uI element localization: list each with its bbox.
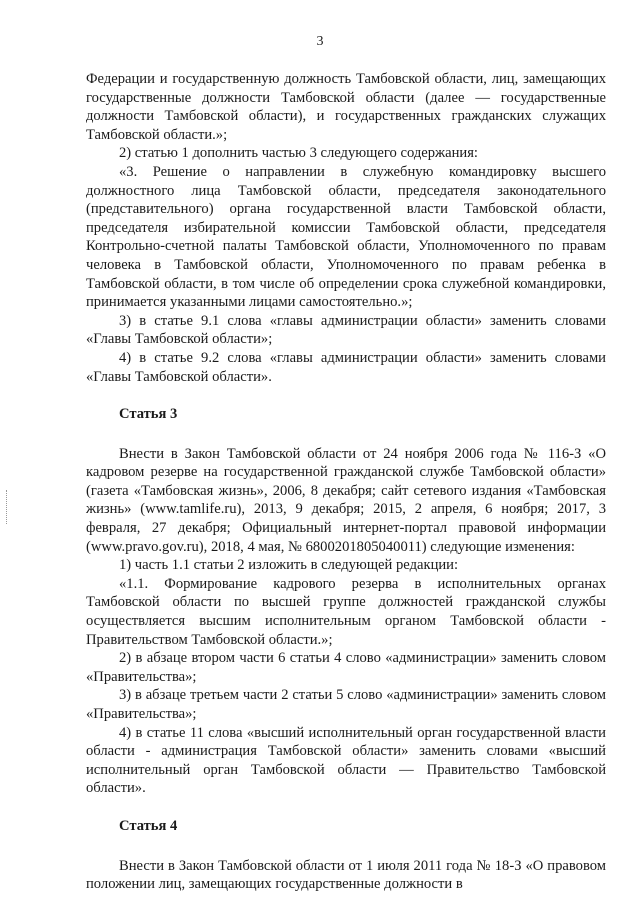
document-body — [86, 70, 606, 894]
margin-scan-mark — [6, 490, 9, 524]
article-heading: Статья 4 — [119, 817, 178, 834]
page-number: 3 — [316, 34, 324, 49]
paragraph: Федерации и государственную должность Тамбовской области, лиц, замещающих государственные должности Тамбовской области (далее — государственные должности Тамбовской области), и государственных гражданских служащих Тамбовской области.»; — [86, 71, 606, 143]
paragraph: Внести в Закон Тамбовской области от 24 ноября 2006 года № 116-З «О кадровом резерве на государственной гражданской службе Тамбовской области» (газета «Тамбовская жизнь», 2006, 8 декабря; сайт сетевого издания «Тамбовская жизнь» (www.tamlife.ru), 2013, 9 декабря; 2015, 2 апреля, 6 ноября; 2017, 3 февраля, 27 декабря; Официальный интернет-портал правовой информации (www.pravo.gov.ru), 2018, 4 мая, № 6800201805040011) следующие изменения: — [86, 445, 606, 555]
paragraph: 4) в статье 11 слова «высший исполнительный орган государственной власти области - администрация Тамбовской области» заменить словами «высший исполнительный орган Тамбовской области — Правительство Тамбовской области». — [86, 724, 606, 797]
paragraph: 3) в статье 9.1 слова «главы администрации области» заменить словами «Главы Тамбовской области»; — [86, 312, 606, 348]
paragraph: 4) в статье 9.2 слова «главы администрации области» заменить словами «Главы Тамбовской области». — [86, 349, 606, 385]
article-heading: Статья 3 — [119, 406, 178, 423]
paragraph: «3. Решение о направлении в служебную командировку высшего должностного лица Тамбовской области, председателя законодательного (представительного) органа государственной власти Тамбовской области, председателя избирательной комиссии Тамбовской области, председателя Контрольно-счетной палаты Тамбовской области, Уполномоченного по правам человека в Тамбовской области, Уполномоченного по правам ребенка в Тамбовской области, в том числе об определении срока служебной командировки, принимается указанными лицами самостоятельно.»; — [86, 163, 606, 311]
paragraph: 2) статью 1 дополнить частью 3 следующего содержания: — [119, 145, 478, 162]
paragraph: «1.1. Формирование кадрового резерва в исполнительных органах Тамбовской области по высшей группе должностей гражданской службы осуществляется высшим исполнительным органом Тамбовской области - Правительством Тамбовской области.»; — [86, 575, 606, 648]
paragraph: 3) в абзаце третьем части 2 статьи 5 слово «администрации» заменить словом «Правительства»; — [86, 687, 606, 722]
paragraph: Внести в Закон Тамбовской области от 1 июля 2011 года № 18-З «О правовом положении лиц, замещающих государственные должности в — [86, 857, 606, 893]
paragraph: 2) в абзаце втором части 6 статьи 4 слово «администрации» заменить словом «Правительства»; — [86, 650, 606, 685]
paragraph: 1) часть 1.1 статьи 2 изложить в следующей редакции: — [119, 557, 459, 574]
